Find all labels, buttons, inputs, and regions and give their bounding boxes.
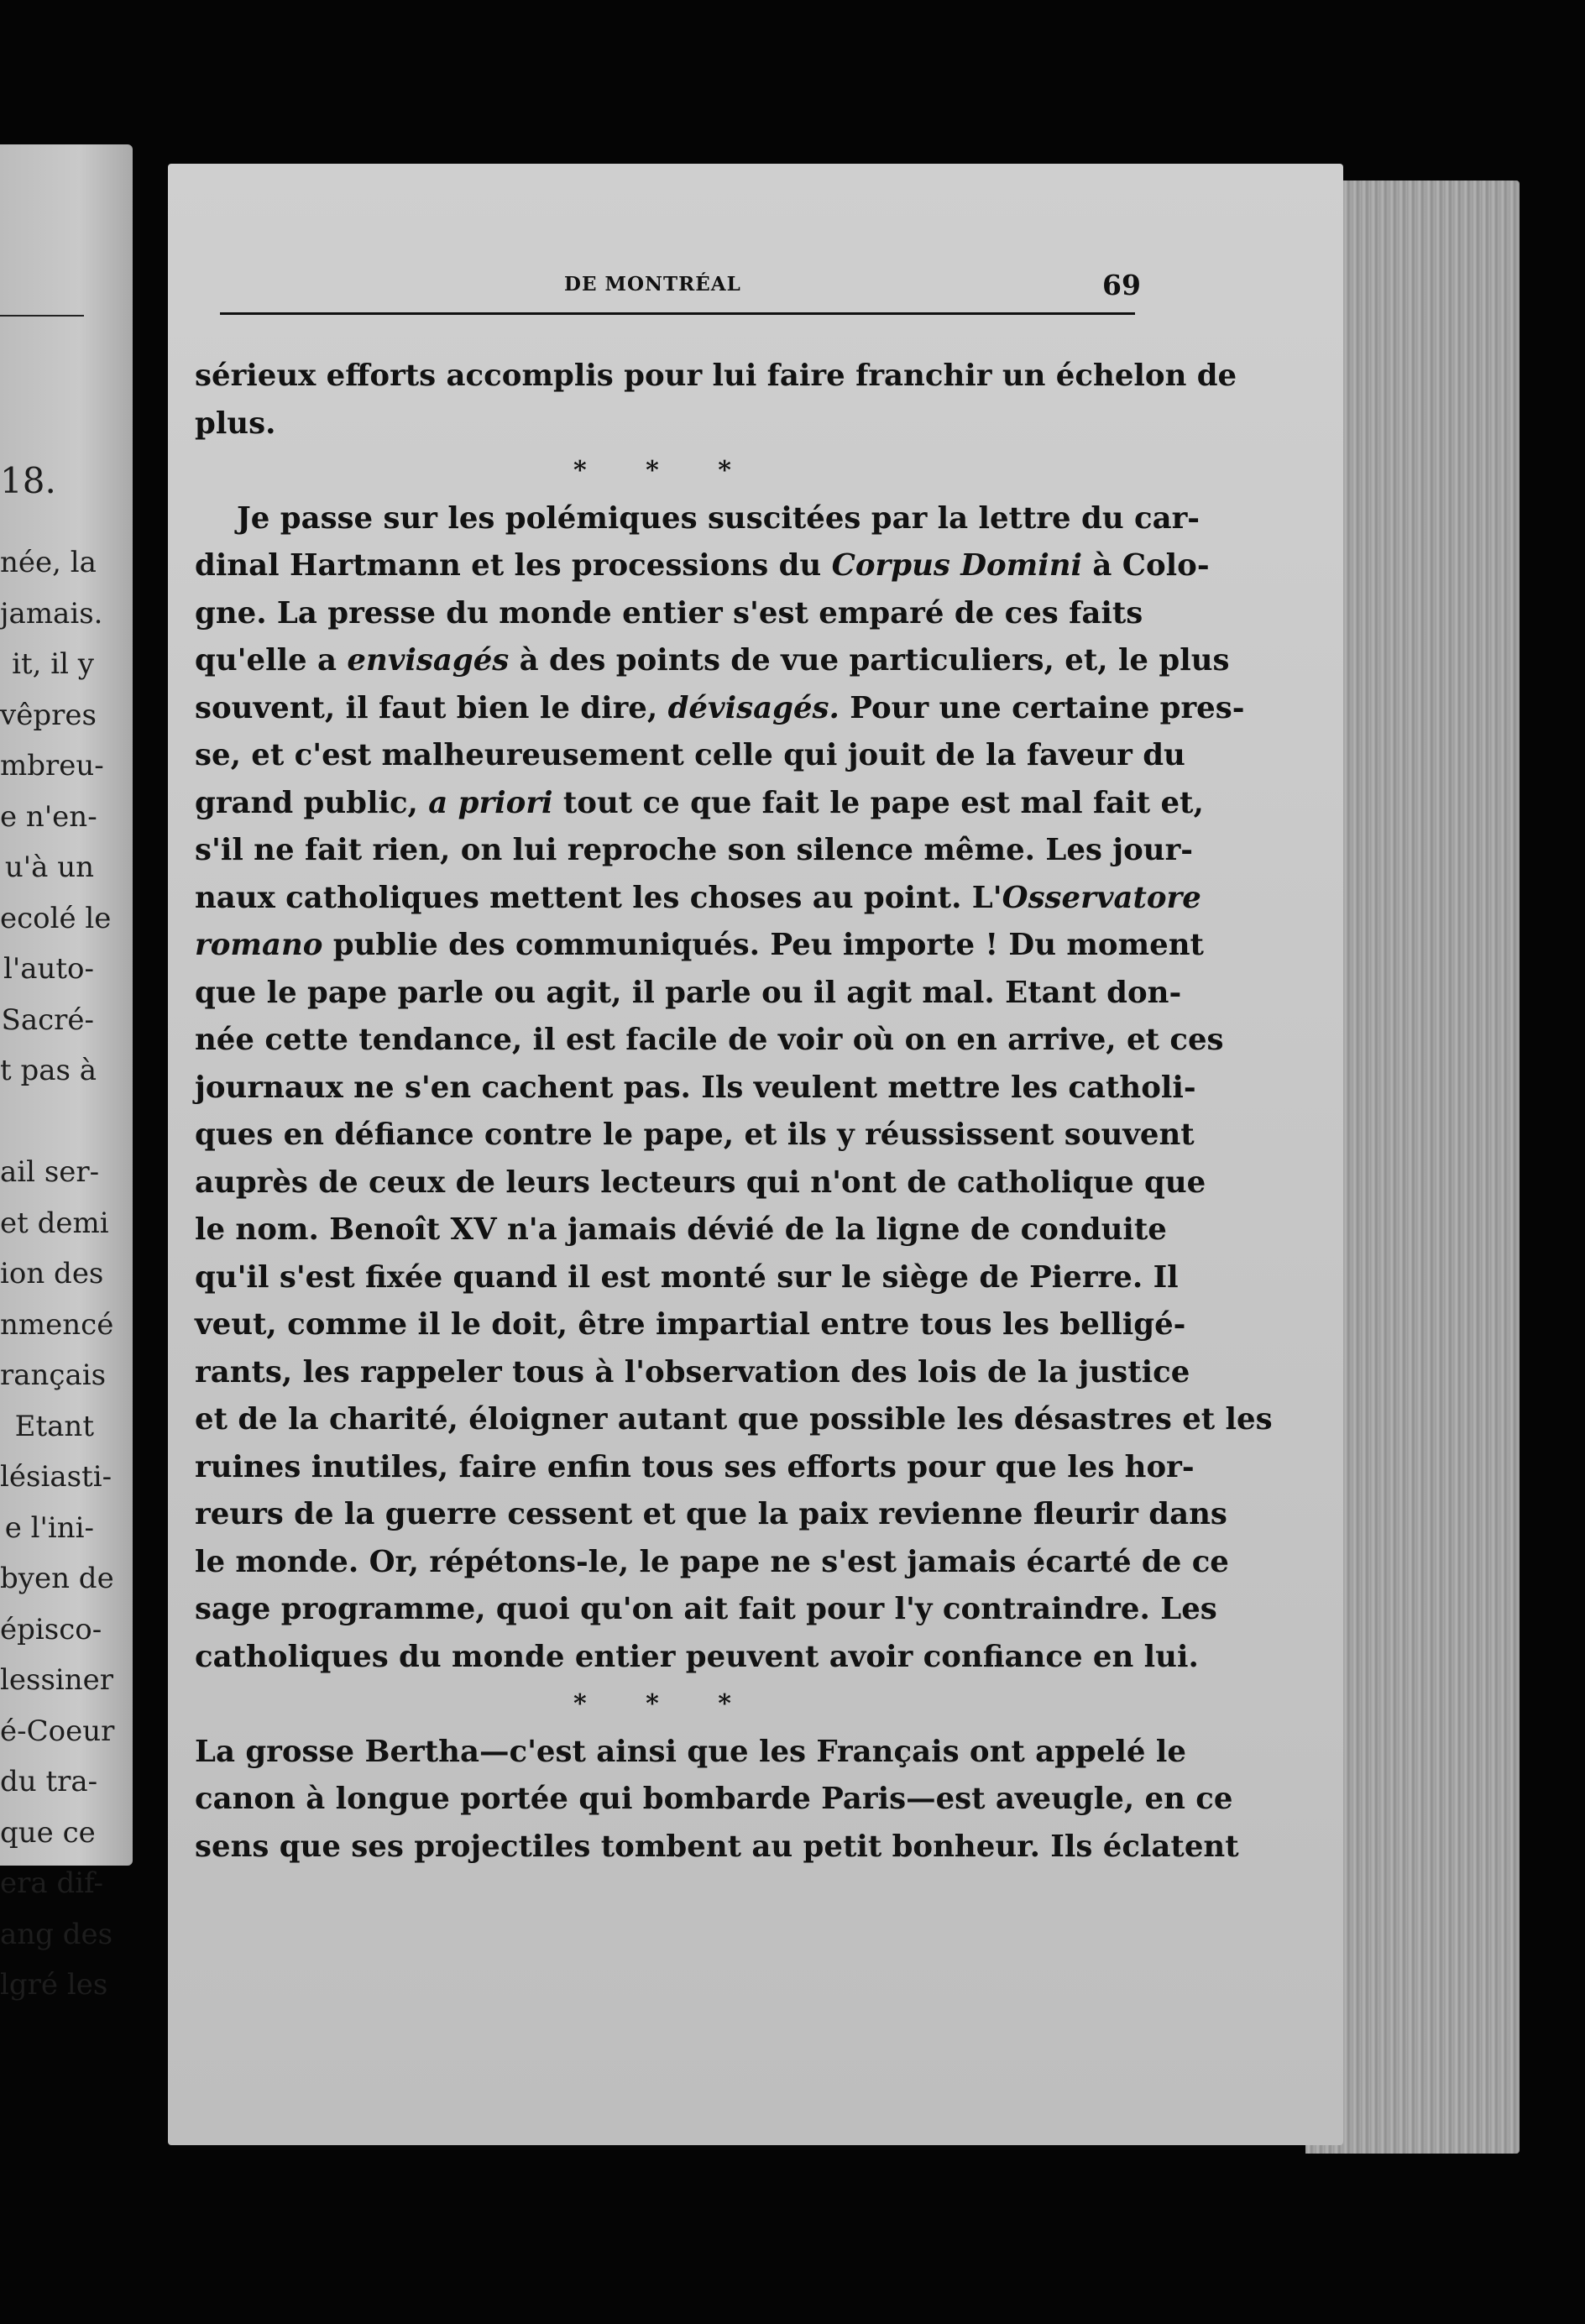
text-line: veut, comme il le doit, être impartial entre tous les belligé-: [195, 1307, 1186, 1342]
text-line: gne. La presse du monde entier s'est emparé de ces faits: [195, 595, 1143, 631]
text-line: ques en défiance contre le pape, et ils y réussissent souvent: [195, 1118, 1195, 1152]
text-line: et de la charité, éloigner autant que possible les désastres et les: [195, 1402, 1273, 1437]
text-line: naux catholiques mettent les choses au point. L'Osservatore: [195, 880, 1201, 915]
text-line: s'il ne fait rien, on lui reproche son silence même. Les jour-: [195, 833, 1194, 867]
left-line: lessiner: [0, 1663, 114, 1697]
left-page-text: [0, 537, 115, 2011]
text-line: sens que ses projectiles tombent au petit bonheur. Ils éclatent: [195, 1829, 1239, 1864]
left-line: era dif-: [0, 1866, 103, 1900]
text-line: qu'elle a envisagés à des points de vue particuliers, et, le plus: [195, 643, 1230, 678]
text-line: journaux ne s'en cachent pas. Ils veulent mettre les catholi-: [195, 1070, 1196, 1105]
left-line: rançais: [0, 1358, 107, 1392]
left-line: e n'en-: [0, 799, 97, 834]
text-line: sage programme, quoi qu'on ait fait pour l'y contraindre. Les: [195, 1592, 1217, 1626]
text-line: souvent, il faut bien le dire, dévisagés. Pour une certaine pres-: [195, 690, 1245, 725]
left-line: t pas à: [0, 1054, 97, 1087]
text-line: canon à longue portée qui bombarde Paris—est aveugle, en ce: [195, 1782, 1233, 1816]
section-separator: * * *: [573, 456, 756, 485]
left-line: ecolé le: [0, 901, 112, 935]
text-line: plus.: [195, 406, 276, 441]
text-line: ruines inutiles, faire enfin tous ses efforts pour que les hor-: [195, 1449, 1195, 1484]
left-line: e l'ini-: [4, 1510, 94, 1545]
text-line: rants, les rappeler tous à l'observation des lois de la justice: [195, 1354, 1190, 1390]
text-line: grand public, a priori tout ce que fait le pape est mal fait et,: [195, 785, 1204, 820]
italic-phrase: a priori: [428, 785, 553, 820]
left-line: l'auto-: [3, 952, 94, 986]
italic-phrase: Osservatore: [1002, 880, 1201, 915]
section-separator: * * *: [573, 1689, 756, 1719]
text-line: le nom. Benoît XV n'a jamais dévié de la ligne de conduite: [195, 1212, 1167, 1247]
left-line: ang des: [0, 1917, 113, 1951]
left-line: que ce: [0, 1815, 96, 1850]
text-line: Je passe sur les polémiques suscitées par la lettre du car-: [237, 500, 1201, 536]
text-line: auprès de ceux de leurs lecteurs qui n'ont de catholique que: [195, 1165, 1206, 1200]
italic-phrase: Corpus Domini: [831, 548, 1083, 583]
left-line: ion des: [0, 1257, 104, 1290]
text-line: La grosse Bertha—c'est ainsi que les Français ont appelé le: [195, 1734, 1186, 1769]
left-line: Etant: [14, 1409, 94, 1443]
text-line: que le pape parle ou agit, il parle ou il agit mal. Etant don-: [195, 975, 1182, 1010]
running-title: DE MONTRÉAL: [564, 273, 741, 296]
text-line: catholiques du monde entier peuvent avoir confiance en lui.: [195, 1639, 1199, 1674]
left-line: nmencé: [0, 1307, 114, 1342]
left-line: du tra-: [0, 1765, 98, 1798]
text-line: reurs de la guerre cessent et que la paix revienne fleurir dans: [195, 1497, 1227, 1531]
page-body: [195, 353, 1273, 1871]
left-line: jamais.: [0, 596, 103, 631]
left-line: lésiasti-: [0, 1460, 112, 1494]
italic-phrase: romano: [195, 928, 323, 962]
italic-phrase: dévisagés.: [667, 690, 840, 725]
text-line: romano publie des communiqués. Peu importe ! Du moment: [195, 928, 1204, 962]
text-line: née cette tendance, il est facile de voir où on en arrive, et ces: [195, 1023, 1224, 1057]
left-line: lgré les: [0, 1968, 108, 2002]
left-page-rule: [0, 315, 84, 317]
page-number: 69: [1102, 269, 1141, 301]
text-line: se, et c'est malheureusement celle qui jouit de la faveur du: [195, 738, 1185, 772]
text-line: le monde. Or, répétons-le, le pape ne s'est jamais écarté de ce: [195, 1544, 1229, 1579]
text-line: dinal Hartmann et les processions du Corpus Domini à Colo-: [195, 548, 1210, 583]
left-line: et demi: [0, 1206, 109, 1240]
left-line: épisco-: [0, 1612, 102, 1646]
header-rule: [220, 312, 1135, 315]
left-line: byen de: [0, 1562, 114, 1595]
left-line: née, la: [0, 546, 97, 579]
italic-phrase: envisagés: [347, 643, 510, 678]
left-line: mbreu-: [0, 749, 104, 783]
left-line: u'à un: [4, 851, 94, 884]
left-line-blank: [0, 1097, 94, 1148]
left-line: vêpres: [0, 698, 97, 732]
left-line: ail ser-: [0, 1155, 100, 1189]
left-line: it, il y: [12, 647, 94, 681]
left-line: Sacré-: [1, 1002, 94, 1037]
left-page-heading: 18.: [0, 460, 56, 501]
text-line: qu'il s'est fixée quand il est monté sur le siège de Pierre. Il: [195, 1259, 1179, 1295]
left-line: é-Coeur: [0, 1714, 115, 1748]
text-line: sérieux efforts accomplis pour lui faire franchir un échelon de: [195, 359, 1237, 393]
